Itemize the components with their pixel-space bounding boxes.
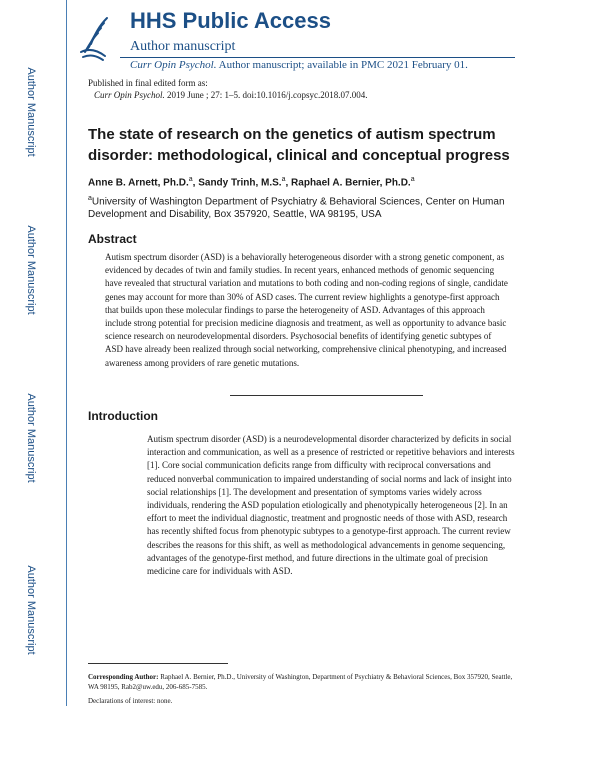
article-title: The state of research on the genetics of autism spectrum disorder: methodological, clinical and conceptual progress bbox=[88, 126, 510, 164]
author-affil-marker: a bbox=[410, 176, 415, 183]
author-separator: , bbox=[192, 177, 199, 189]
footnote-rule bbox=[88, 663, 228, 664]
hhs-citation-rest: Author manuscript; available in PMC 2021 February 01. bbox=[216, 59, 468, 71]
footnote-label: Corresponding Author: bbox=[88, 673, 159, 681]
author-name: Raphael A. Bernier, Ph.D. bbox=[291, 177, 411, 189]
hhs-citation bbox=[130, 59, 468, 71]
header-rule bbox=[120, 57, 515, 58]
hhs-eagle-logo-icon bbox=[77, 14, 111, 62]
author-name: Sandy Trinh, M.S. bbox=[198, 177, 282, 189]
abstract-text: Autism spectrum disorder (ASD) is a behaviorally heterogeneous disorder with a strong genetic component, as evidenced by decades of twin and family studies. In recent years, enhanced methods of genomic sequencing have revealed that structural variation and mutations to both coding and non-coding regions of single, candidate genes may account for more than 30% of ASD cases. The current review highlights a genotype-first approach that builds upon these molecular findings to parse the heterogeneity of ASD. Advantages of this approach include strong potential for precision medicine diagnosis and treatment, as well as opportunity to advance basic science research on neurodevelopmental disorders. Psychosocial benefits of identifying genetic subtypes of ASD have already been realized through social networking, comprehensive clinical phenotyping, and increased awareness among providers of rare genetic mutations. bbox=[105, 252, 508, 368]
published-journal: Curr Opin Psychol. bbox=[94, 90, 165, 100]
introduction-text: Autism spectrum disorder (ASD) is a neurodevelopmental disorder characterized by deficits in social interaction and communication, as well as a presence of restricted or repetitive behaviors and interests [1]. Core social communication deficits range from difficulty with reciprocal conversations and reduced nonverbal communication to impaired understanding of social norms and lack of insight into social relationships [1]. The development and presentation of symptoms varies widely across individuals, rendering the ASD population etiologically and phenotypically heterogeneous [2]. In an effort to meet the individual diagnostic, treatment and prognostic needs of those with ASD, research has recently shifted focus from phenotypic subtypes to a genotype-first approach. The current review describes the reasons for this shift, as well as methodological advancements in genome sequencing, advantages of the genotype-first method, and future directions in the ultimate goal of precision medicine care for individuals with ASD. bbox=[147, 434, 515, 577]
hhs-citation-journal: Curr Opin Psychol. bbox=[130, 59, 217, 71]
hhs-subtitle: Author manuscript bbox=[130, 39, 236, 54]
published-info bbox=[88, 77, 368, 101]
hhs-title: HHS Public Access bbox=[130, 8, 331, 33]
author-affil-marker: a bbox=[188, 176, 193, 183]
side-margin-rule bbox=[66, 0, 67, 706]
author-name: Anne B. Arnett, Ph.D. bbox=[88, 177, 189, 189]
affiliation-marker: a bbox=[88, 195, 92, 202]
abstract-end-rule bbox=[230, 395, 423, 396]
affiliation-text: University of Washington Department of Psychiatry & Behavioral Sciences, Center on Human Development and Disability, Box 357920, Seattle, WA 98195, USA bbox=[88, 196, 505, 221]
abstract-heading: Abstract bbox=[88, 232, 137, 246]
published-details: 2019 June ; 27: 1–5. doi:10.1016/j.copsyc.2018.07.004. bbox=[164, 90, 368, 100]
introduction-heading: Introduction bbox=[88, 409, 158, 423]
footnote-text: Raphael A. Bernier, Ph.D., University of Washington, Department of Psychiatry & Behavioral Sciences, Box 357920, Seattle, WA 98195, Rab2@uw.edu, 206-685-7585. bbox=[88, 673, 513, 691]
affiliation bbox=[88, 192, 518, 221]
published-line2 bbox=[88, 89, 368, 101]
footnote-declarations: Declarations of interest: none. bbox=[88, 697, 173, 705]
footnote-corresponding-author bbox=[88, 673, 518, 692]
published-line1: Published in final edited form as: bbox=[88, 78, 208, 88]
author-separator: , bbox=[285, 177, 292, 189]
author-list bbox=[88, 176, 415, 188]
author-affil-marker: a bbox=[281, 176, 286, 183]
